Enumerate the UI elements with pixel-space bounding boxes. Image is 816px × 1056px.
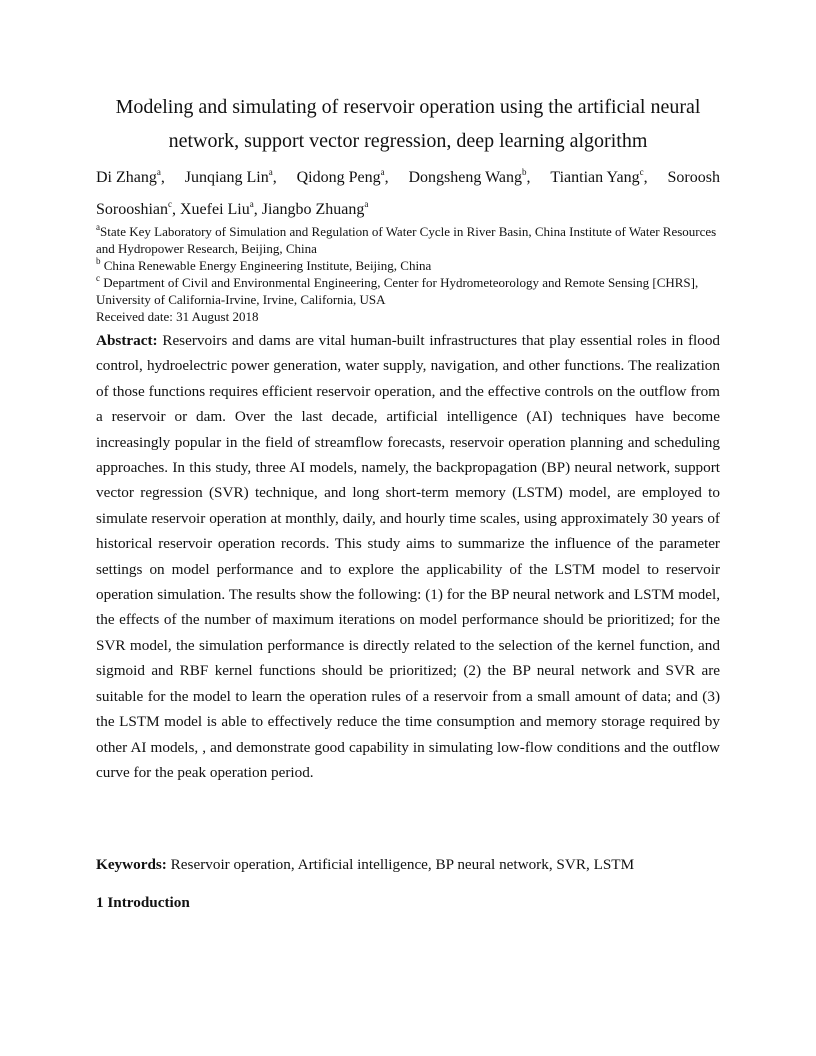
affiliation-b: $^b$ China Renewable Energy Engineering Institute, Beijing, China xyxy=(96,255,432,273)
paper-title xyxy=(96,90,720,158)
title-line-1: Modeling and simulating of reservoir operation using the artificial neural xyxy=(115,96,701,118)
abstract xyxy=(96,328,720,785)
affiliations xyxy=(96,223,720,325)
abstract-text: Reservoirs and dams are vital human-built infrastructures that play essential roles in flood control, hydroelectric power generation, water supply, navigation, and other functions. The realization of those functions requires efficient reservoir operation, and the effective controls on the outflow from a reservoir or dam. Over the last decade, artificial intelligence (AI) techniques have become increasingly popular in the field of streamflow forecasts, reservoir operation planning and scheduling approaches. In this study, three AI models, namely, the backpropagation (BP) neural network, support vector regression (SVR) technique, and long short-term memory (LSTM) model, are employed to simulate reservoir operation at monthly, daily, and hourly time scales, using approximately 30 years of historical reservoir operation records. This study aims to summarize the influence of the parameter settings on model performance and to explore the applicability of the LSTM model to reservoir operation simulation. The results show the following: (1) for the BP neural network and LSTM model, the effects of the number of maximum iterations on model performance should be prioritized; for the SVR model, the simulation performance is directly related to the selection of the kernel function, and sigmoid and RBF kernel functions should be prioritized; (2) the BP neural network and SVR are suitable for the model to learn the operation rules of a reservoir from a small amount of data; and (3) the LSTM model is able to effectively reduce the time consumption and memory storage required by other AI models, , and demonstrate good capability in simulating low-flow conditions and the outflow curve for the peak operation period. xyxy=(96,332,721,781)
author: Qidong Peng$^a$, xyxy=(296,166,389,186)
keywords-label: Keywords: xyxy=(96,856,167,873)
abstract-label: Abstract: xyxy=(96,332,158,349)
section-heading: 1 Introduction xyxy=(96,894,190,911)
author: Tiantian Yang$^c$, xyxy=(550,166,648,186)
affiliation-c: $^c$ Department of Civil and Environmental Engineering, Center for Hydrometeorology and Remote Sensing [CHRS], University of California-Irvine, Irvine, California, USA xyxy=(96,272,699,307)
author: Xuefei Liu$^a$, xyxy=(180,198,258,218)
keywords-text: Reservoir operation, Artificial intelligence, BP neural network, SVR, LSTM xyxy=(170,856,635,873)
title-line-2: network, support vector regression, deep learning algorithm xyxy=(168,130,648,152)
author-first-name: Soroosh xyxy=(667,169,720,186)
author-line-1 xyxy=(96,162,720,194)
author: Dongsheng Wang$^b$, xyxy=(408,166,531,186)
author: Jiangbo Zhuang$^a$ xyxy=(261,198,369,218)
author-list xyxy=(96,162,720,226)
author-line-2 xyxy=(96,194,720,226)
author: Junqiang Lin$^a$, xyxy=(184,166,277,186)
received-date: Received date: 31 August 2018 xyxy=(96,309,259,324)
affiliation-a: $^a$State Key Laboratory of Simulation and Regulation of Water Cycle in River Basin, China Institute of Water Resources and Hydropower Research, Beijing, China xyxy=(96,221,717,256)
author: Di Zhang$^a$, xyxy=(96,166,165,186)
author-last-name: Sorooshian$^c$, xyxy=(96,198,176,218)
keywords xyxy=(96,852,720,877)
